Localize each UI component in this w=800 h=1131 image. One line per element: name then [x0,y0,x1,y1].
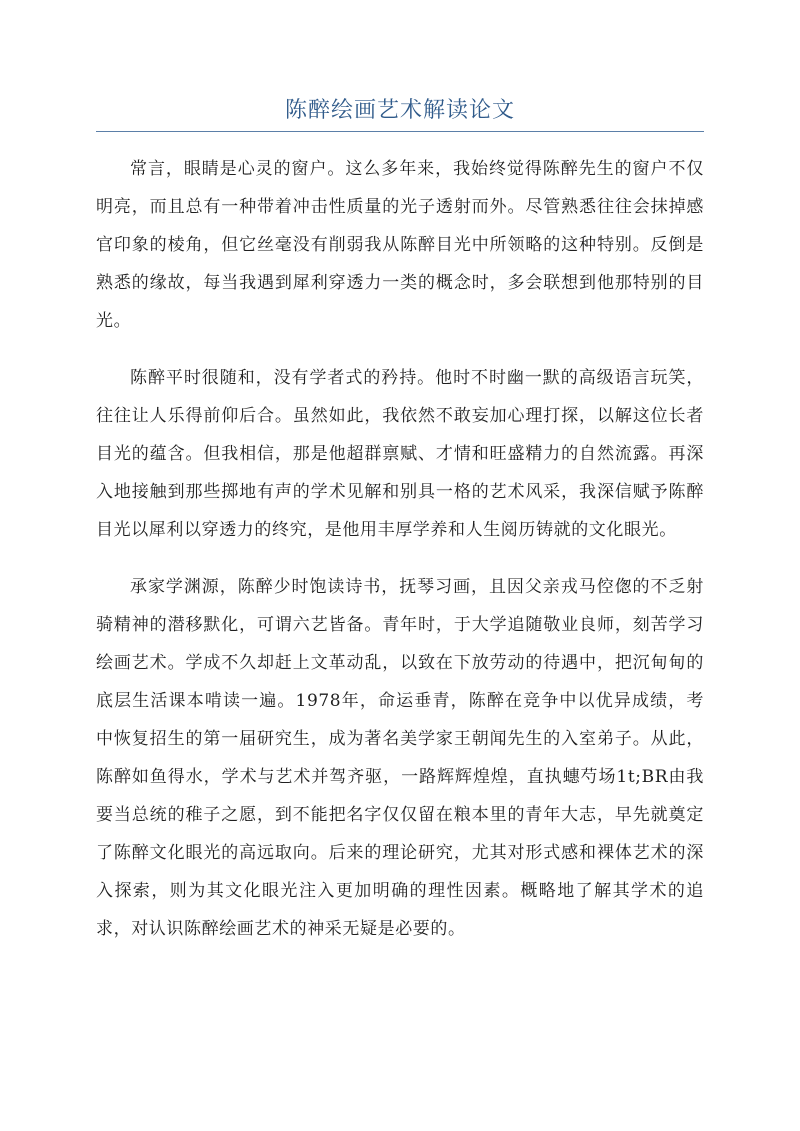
paragraph-1: 常言，眼睛是心灵的窗户。这么多年来，我始终觉得陈醉先生的窗户不仅明亮，而且总有一种带着冲击性质量的光子透射而外。尽管熟悉往往会抹掉感官印象的棱角，但它丝毫没有削弱我从陈醉目光中所领略的这种特别。反倒是熟悉的缘故，每当我遇到犀利穿透力一类的概念时，多会联想到他那特别的目光。 [96,159,704,331]
document-title: 陈醉绘画艺术解读论文 [284,98,515,123]
paragraph-3: 承家学渊源，陈醉少时饱读诗书，抚琴习画，且因父亲戎马倥偬的不乏射骑精神的潜移默化，可谓六艺皆备。青年时，于大学追随敬业良师，刻苦学习绘画艺术。学成不久却赶上文革动乱，以致在下放劳动的待遇中，把沉甸甸的底层生活课本啃读一遍。1978年，命运垂青，陈醉在竞争中以优异成绩，考中恢复招生的第一届研究生，成为著名美学家王朝闻先生的入室弟子。从此，陈醉如鱼得水，学术与艺术并驾齐驱，一路辉辉煌煌，直执蟪芍场1t;BR由我要当总统的稚子之愿，到不能把名字仅仅留在粮本里的青年大志，早先就奠定了陈醉文化眼光的高远取向。后来的理论研究，尤其对形式感和裸体艺术的深入探索，则为其文化眼光注入更加明确的理性因素。概略地了解其学术的追求，对认识陈醉绘画艺术的神采无疑是必要的。 [96,577,704,939]
title-underline [96,131,704,132]
paragraph-2: 陈醉平时很随和，没有学者式的矜持。他时不时幽一默的高级语言玩笑，往往让人乐得前仰后合。虽然如此，我依然不敢妄加心理打探，以解这位长者目光的蕴含。但我相信，那是他超群禀赋、才情和旺盛精力的自然流露。再深入地接触到那些掷地有声的学术见解和别具一格的艺术风采，我深信赋予陈醉目光以犀利以穿透力的终究，是他用丰厚学养和人生阅历铸就的文化眼光。 [96,368,704,540]
document-body [96,150,704,967]
